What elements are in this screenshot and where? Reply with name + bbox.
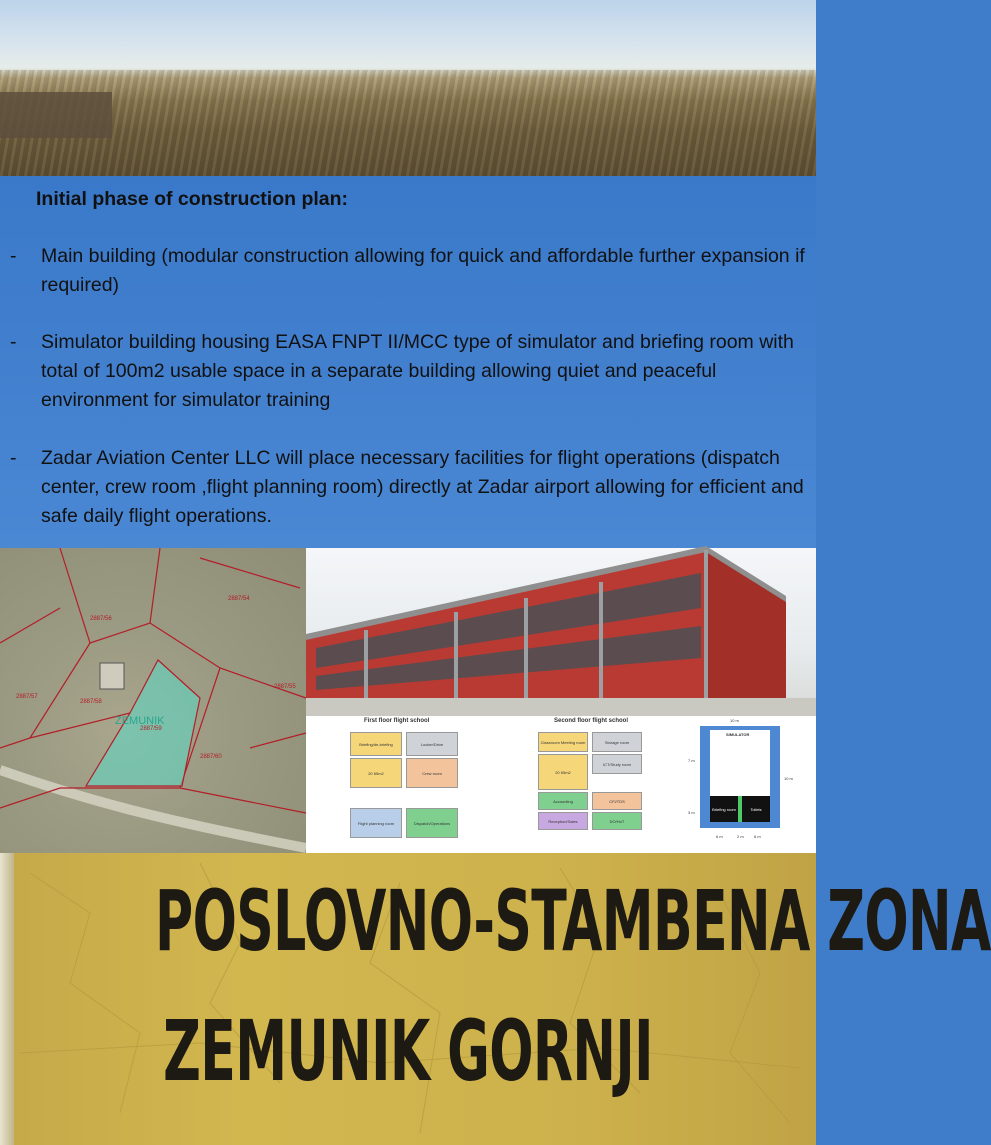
dim-label: 6 m [716,834,723,839]
room: Flight planning room [350,808,402,838]
map-overlay-label: ZEMUNIK [115,715,165,727]
sign-line-2: ZEMUNIK GORNJI [163,1002,653,1100]
room: Reception/Sales [538,812,588,830]
dim-label: 7 m [688,758,695,763]
stone-ruin [0,92,112,138]
second-floor-title: Second floor flight school [554,718,628,724]
first-floor-title: First floor flight school [364,718,430,724]
parcel-label: 2887/56 [90,616,112,622]
parcel-label: 2887/60 [200,754,222,760]
room: Accounting [538,792,588,810]
grass-texture [0,70,816,176]
room: Dispatch/Operations [406,808,458,838]
parcel-label: 2887/57 [16,694,38,700]
building-drawing [306,548,816,716]
bullet-text: Simulator building housing EASA FNPT II/MCC type of simulator and briefing room with total of 100m2 usable space in a separate building allowing quiet and peaceful environment for simulator training [41,331,794,411]
bullet-dash: - [10,331,17,353]
bullet-airport-facilities [10,444,810,531]
modular-building-photo [306,548,816,716]
parcel-label: 2887/55 [274,684,296,690]
sign-line-1: POSLOVNO-STAMBENA ZONA [155,872,991,970]
bullet-text: Main building (modular construction allowing for quick and affordable further expansion if required) [41,245,805,296]
room: 20 65m2 [350,758,402,788]
briefing-room: Briefing room [710,796,738,822]
dim-label: 10 m [730,718,739,723]
room: 20 65m2 [538,754,588,790]
parcel-label: 2887/59 [140,726,162,732]
bullet-main-building [10,242,810,300]
simulator-room [710,730,770,796]
room: Locker/Drive [406,732,458,756]
map-drawing [0,548,306,853]
floor-plans [306,716,816,853]
dim-label: 3 m [688,810,695,815]
room: Storage room [592,732,642,752]
field-photo [0,0,816,176]
cadastral-map [0,548,306,853]
bullet-dash: - [10,245,17,267]
simulator-label: SIMULATOR [726,732,750,737]
dim-label: 6 m [754,834,761,839]
parcel-label: 2887/58 [80,699,102,705]
bullet-dash: - [10,447,17,469]
room: CFI/TDS [592,792,642,810]
corridor [738,796,742,822]
toilets: Toilets [742,796,770,822]
section-heading: Initial phase of construction plan: [36,188,349,210]
room: Classroom Meeting room [538,732,588,752]
dim-label: 10 m [784,776,793,781]
bullet-simulator-building [10,328,810,415]
room: Briefing/de-briefing [350,732,402,756]
room: Crew room [406,758,458,788]
bullet-text: Zadar Aviation Center LLC will place necessary facilities for flight operations (dispatch center, crew room ,flight planning room) directly at Zadar airport allowing for efficient and safe daily flight operations. [41,447,804,527]
room: DO/HoT [592,812,642,830]
dim-label: 2 m [737,834,744,839]
parcel-label: 2887/54 [228,596,250,602]
room: ICT/Study room [592,754,642,774]
